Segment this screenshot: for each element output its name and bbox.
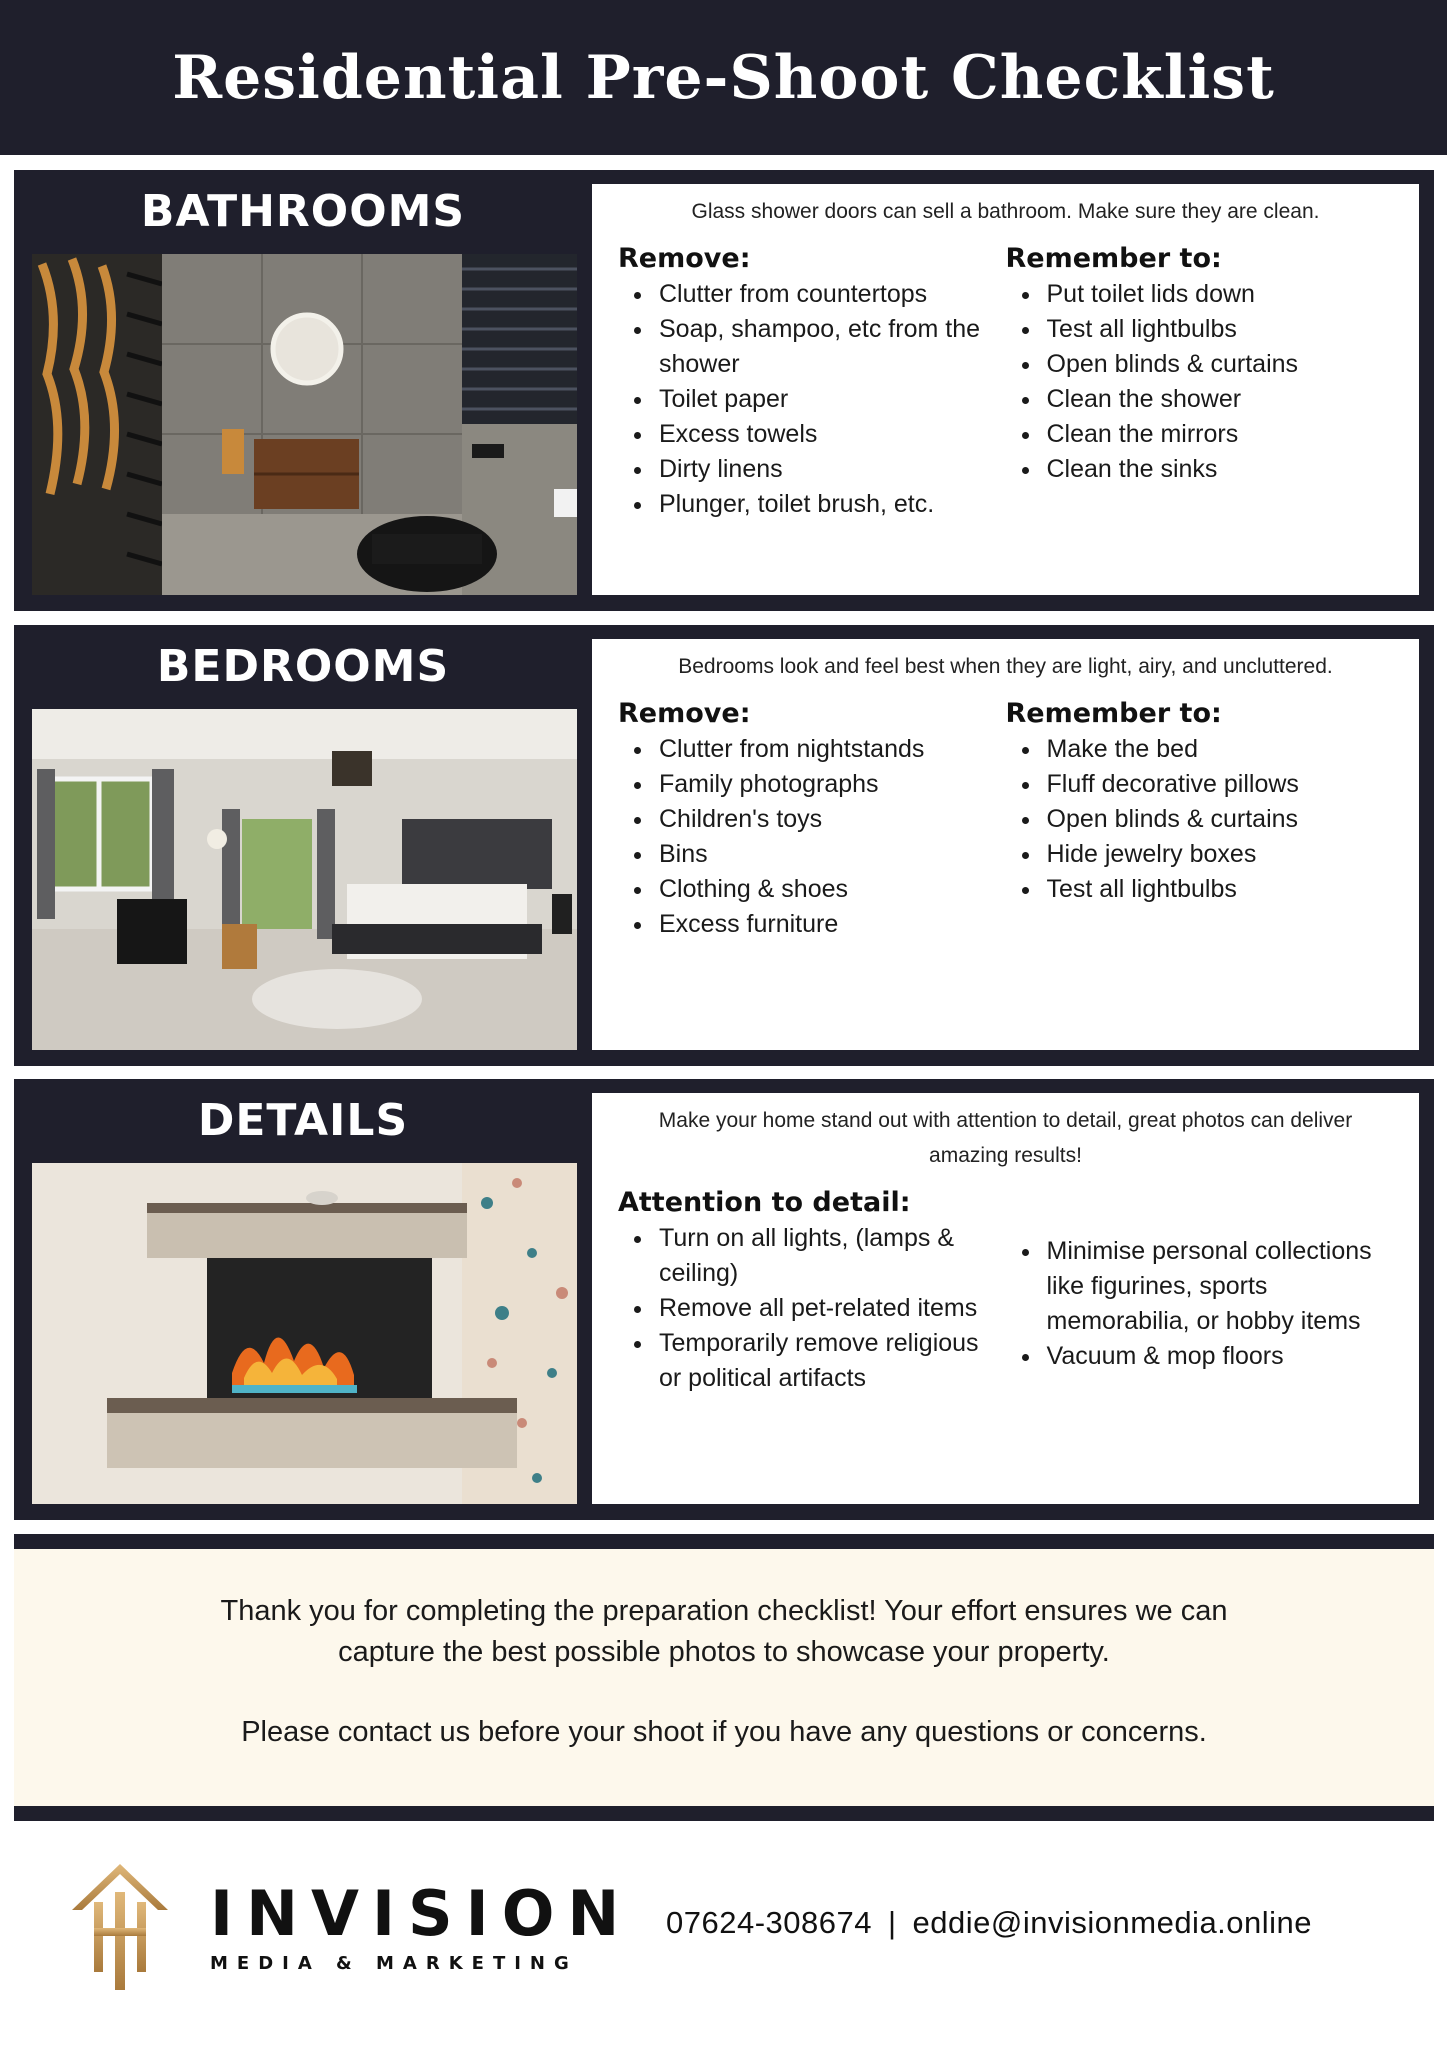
details-left-column	[618, 1187, 1006, 1396]
bedrooms-remember-column	[1006, 698, 1394, 942]
page-title: Residential Pre-Shoot Checklist	[172, 42, 1275, 113]
list-item: Make the bed	[1006, 732, 1394, 767]
section-heading-bedrooms: BEDROOMS	[156, 640, 450, 692]
section-heading-details: DETAILS	[197, 1094, 409, 1146]
list-item: Children's toys	[618, 802, 1006, 837]
list-item: Clean the sinks	[1006, 452, 1394, 487]
list-item: Hide jewelry boxes	[1006, 837, 1394, 872]
list-item: Toilet paper	[618, 382, 1006, 417]
contact-separator: |	[887, 1905, 897, 1940]
list-item: Temporarily remove religious or political artifacts	[618, 1326, 1006, 1396]
list-item: Family photographs	[618, 767, 1006, 802]
list-item: Bins	[618, 837, 1006, 872]
list-item: Soap, shampoo, etc from the shower	[618, 312, 1006, 382]
list-item: Excess towels	[618, 417, 1006, 452]
bathrooms-remove-column	[618, 243, 1006, 522]
bathrooms-intro: Glass shower doors can sell a bathroom. Make sure they are clean.	[691, 200, 1320, 223]
details-attention-heading: Attention to detail:	[618, 1187, 911, 1218]
thanks-box	[14, 1549, 1434, 1806]
bedrooms-remember-heading: Remember to:	[1005, 698, 1222, 729]
divider	[14, 1534, 1434, 1549]
list-item: Remove all pet-related items	[618, 1291, 1006, 1326]
details-photo	[32, 1163, 577, 1504]
list-item: Plunger, toilet brush, etc.	[618, 487, 1006, 522]
list-item: Dirty linens	[618, 452, 1006, 487]
list-item: Fluff decorative pillows	[1006, 767, 1394, 802]
list-item: Test all lightbulbs	[1006, 872, 1394, 907]
list-item: Clean the mirrors	[1006, 417, 1394, 452]
invision-logo-icon	[70, 1862, 170, 1992]
details-checklist-panel	[592, 1093, 1419, 1504]
logo-wordmark	[210, 1877, 633, 1974]
list-item: Vacuum & mop floors	[1006, 1339, 1394, 1374]
section-details	[14, 1079, 1434, 1520]
list-item: Turn on all lights, (lamps & ceiling)	[618, 1221, 1006, 1291]
contact-info	[666, 1905, 1312, 1941]
list-item: Clutter from nightstands	[618, 732, 1006, 767]
bathrooms-remember-heading: Remember to:	[1005, 243, 1222, 274]
list-item: Open blinds & curtains	[1006, 802, 1394, 837]
bathrooms-remove-heading: Remove:	[618, 243, 751, 274]
list-item: Test all lightbulbs	[1006, 312, 1394, 347]
logo-name: INVISION	[210, 1877, 633, 1950]
bedrooms-remove-column	[618, 698, 1006, 942]
thanks-message: Thank you for completing the preparation checklist! Your effort ensures we can capture the best possible photos to showcase your property.	[220, 1595, 1228, 1668]
bedroom-photo	[32, 709, 577, 1050]
list-item: Minimise personal collections like figurines, sports memorabilia, or hobby items	[1006, 1234, 1394, 1339]
list-item: Put toilet lids down	[1006, 277, 1394, 312]
contact-note: Please contact us before your shoot if you have any questions or concerns.	[241, 1716, 1207, 1748]
details-right-column	[1006, 1187, 1394, 1396]
bathroom-photo	[32, 254, 577, 595]
logo-tagline: MEDIA & MARKETING	[210, 1953, 578, 1974]
bathrooms-checklist-panel	[592, 184, 1419, 595]
list-item: Clothing & shoes	[618, 872, 1006, 907]
section-heading-bathrooms: BATHROOMS	[140, 185, 466, 237]
list-item: Clean the shower	[1006, 382, 1394, 417]
bathrooms-remember-column	[1006, 243, 1394, 522]
details-intro: Make your home stand out with attention to detail, great photos can deliver amazing results!	[658, 1109, 1353, 1167]
bedrooms-intro: Bedrooms look and feel best when they are light, airy, and uncluttered.	[678, 655, 1333, 678]
email-link[interactable]: eddie@invisionmedia.online	[912, 1905, 1313, 1940]
bedrooms-checklist-panel	[592, 639, 1419, 1050]
list-item: Excess furniture	[618, 907, 1006, 942]
phone-number[interactable]: 07624-308674	[666, 1905, 872, 1940]
section-bedrooms	[14, 625, 1434, 1066]
section-bathrooms	[14, 170, 1434, 611]
list-item: Open blinds & curtains	[1006, 347, 1394, 382]
divider	[14, 1806, 1434, 1821]
title-bar	[0, 0, 1447, 155]
bedrooms-remove-heading: Remove:	[618, 698, 751, 729]
list-item: Clutter from countertops	[618, 277, 1006, 312]
